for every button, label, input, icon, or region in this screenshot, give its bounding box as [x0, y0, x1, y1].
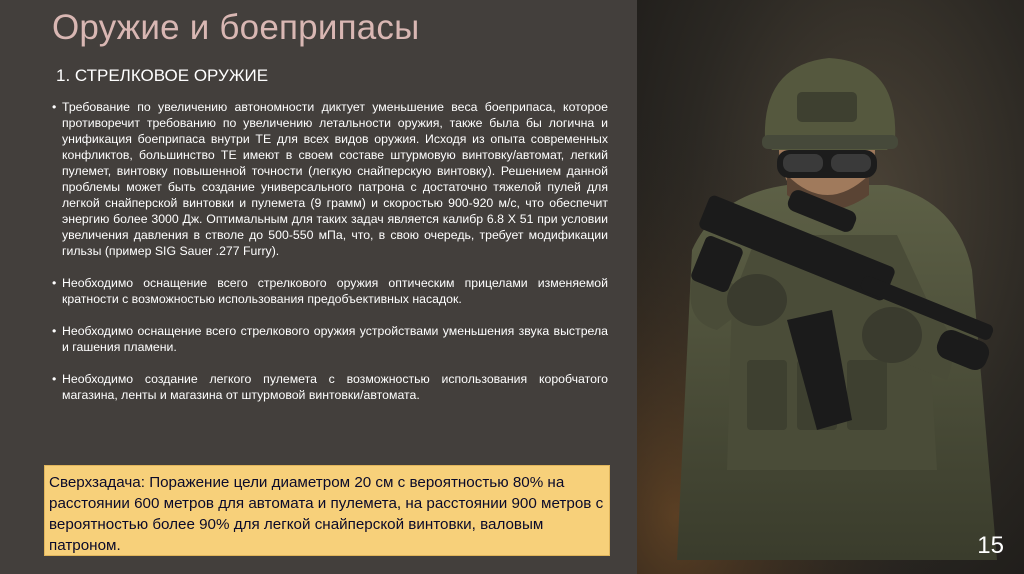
slide-title: Оружие и боеприпасы	[52, 8, 420, 47]
slide-subtitle: 1. СТРЕЛКОВОЕ ОРУЖИЕ	[56, 66, 269, 85]
bullet-item: • Требование по увеличению автономности диктует уменьшение веса боеприпаса, которое противоречит требованию по увеличению летальности оружия, также была бы логична и унификация боеприпаса внутри ТЕ для всех видов оружия. Исходя из опыта современных конфликтов, большинство ТЕ имеют в своем составе штурмовую винтовку/автомат, легкий пулемет, винтовку повышенной точности (легкую снайперскую винтовку). Решением данной проблемы может быть создание универсального патрона с достаточно тяжелой пулей для легкой снайперской винтовки и пулемета (9 грамм) и скоростью 900-920 м/с, что обеспечит энергию более 3000 Дж. Оптимальным для таких задач является калибр 6.8 Х 51 при условии увеличения давления в стволе до 500-550 мПа, что, в свою очередь, требует модификации гильзы (пример SIG Sauer .277 Furry).	[52, 99, 608, 259]
bullet-item: • Необходимо создание легкого пулемета с возможностью использования коробчатого магазина, ленты и магазина от штурмовой винтовки/автомата.	[52, 371, 608, 403]
bullet-item: • Необходимо оснащение всего стрелкового оружия оптическим прицелами изменяемой кратности с возможностью использования предобъективных насадок.	[52, 275, 608, 307]
bullet-list	[52, 99, 608, 419]
soldier-with-rifle-icon	[637, 0, 1024, 574]
highlight-note: Сверхзадача: Поражение цели диаметром 20 см с вероятностью 80% на расстоянии 600 метров для автомата и пулемета, на расстоянии 900 метров с вероятностью более 90% для легкой снайперской винтовки, валовым патроном.	[44, 465, 610, 556]
page-number: 15	[977, 532, 1004, 559]
bullet-item: • Необходимо оснащение всего стрелкового оружия устройствами уменьшения звука выстрела и гашения пламени.	[52, 323, 608, 355]
soldier-image	[637, 0, 1024, 574]
